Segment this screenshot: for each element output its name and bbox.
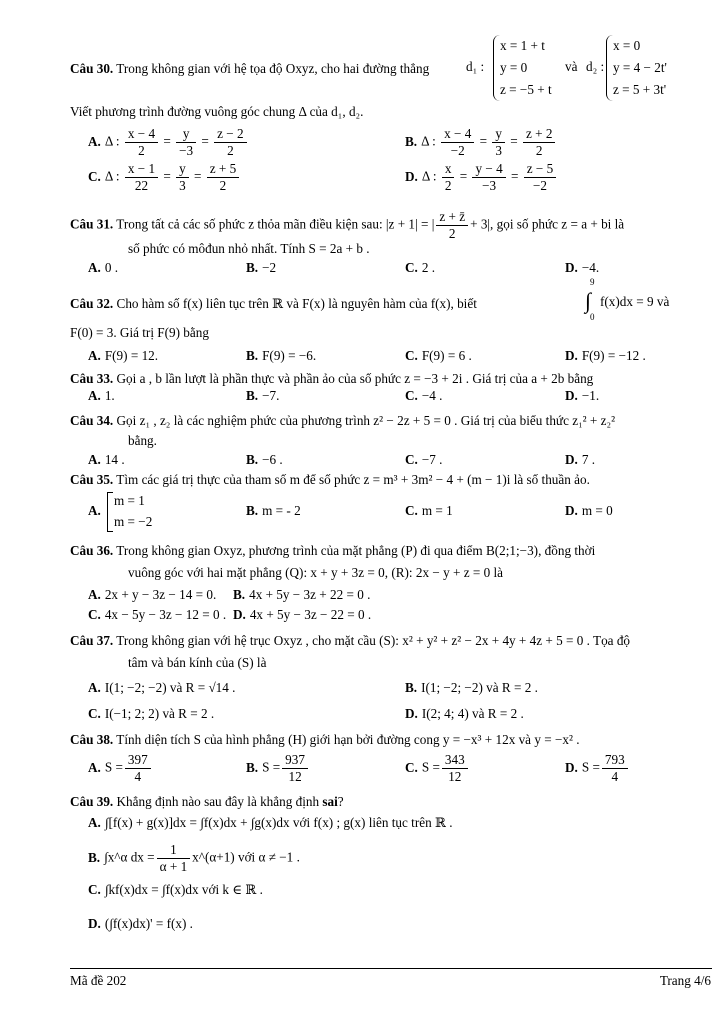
option-key: C. — [88, 168, 101, 184]
question-label: Câu 33. — [70, 371, 114, 386]
question-label: Câu 30. — [70, 61, 114, 76]
question-37-line2: tâm và bán kính của (S) là — [128, 655, 267, 670]
option-d[interactable] — [565, 752, 630, 785]
question-label: Câu 36. — [70, 543, 114, 558]
option-a[interactable] — [88, 501, 105, 520]
option-d[interactable] — [565, 258, 599, 277]
option-d[interactable] — [233, 605, 371, 624]
option-key: B. — [246, 759, 259, 775]
frac-den: 2 — [219, 178, 227, 193]
option-prefix: S = — [104, 759, 123, 775]
option-value: (∫f(x)dx)' = f(x) . — [104, 916, 193, 931]
option-key: C. — [88, 882, 101, 897]
frac-den: 12 — [288, 769, 302, 784]
frac-num: 1 — [157, 842, 191, 859]
option-value: −1. — [581, 388, 600, 403]
footer-divider — [70, 968, 712, 969]
option-prefix: Δ : — [421, 168, 437, 184]
exam-code: Mã đề 202 — [70, 973, 127, 988]
question-label: Câu 31. — [70, 216, 114, 232]
option-key: A. — [88, 680, 101, 695]
frac-num: z − 5 — [524, 161, 556, 178]
question-36-line2: vuông góc với hai mặt phẳng (Q): x + y + 3z = 0, (R): 2x − y + z = 0 là — [128, 565, 503, 580]
option-suffix: x^(α+1) với α ≠ −1 . — [192, 849, 300, 865]
question-text: Trong không gian với hệ trục Oxyz , cho mặt cầu (S): x² + y² + z² − 2x + 4y + 4z + 5 = 0 . Tọa độ — [116, 633, 631, 648]
option-key: C. — [88, 607, 101, 622]
option-key: A. — [88, 815, 101, 830]
option-b[interactable] — [246, 752, 310, 785]
question-33-stem — [70, 369, 710, 388]
frac-num: z + 2 — [523, 126, 555, 143]
option-value: I(−1; 2; 2) và R = 2 . — [104, 706, 215, 721]
question-text: ? — [337, 794, 344, 809]
option-value: 7 . — [581, 452, 596, 467]
d1-row: y = 0 — [500, 60, 528, 75]
option-c[interactable] — [88, 605, 226, 624]
question-38-stem — [70, 730, 710, 749]
d2-name: d₂ : — [586, 59, 605, 74]
frac-den: −2 — [450, 143, 465, 158]
frac-num: 793 — [602, 752, 628, 769]
option-key: D. — [565, 503, 578, 518]
option-d[interactable] — [565, 346, 646, 365]
d2-row: x = 0 — [613, 38, 641, 53]
option-key: D. — [405, 168, 418, 184]
option-b[interactable] — [246, 501, 301, 520]
frac-num: y — [176, 161, 189, 178]
option-value: −7. — [262, 388, 280, 403]
fraction — [125, 161, 158, 194]
integral-lower: 0 — [590, 312, 595, 322]
question-30-line2: Viết phương trình đường vuông góc chung Δ của d₁, d₂. — [70, 104, 364, 119]
option-prefix: ∫x^α dx = — [104, 849, 155, 865]
frac-den: 2 — [448, 226, 456, 241]
option-key: A. — [88, 452, 101, 467]
option-value: 1. — [104, 388, 115, 403]
fraction — [602, 752, 628, 785]
option-key: A. — [88, 503, 101, 518]
option-key: C. — [405, 452, 418, 467]
frac-num: x − 4 — [441, 126, 474, 143]
fraction — [472, 161, 505, 194]
question-text: Cho hàm số f(x) liên tục trên ℝ và F(x) là nguyên hàm của f(x), biết — [116, 296, 477, 311]
page-number: Trang 4/6 — [659, 973, 711, 988]
option-c[interactable]: C. Δ : $\frac{x - 1}{22}$ = $\frac{y}{3}$ = $\frac{z + 5}{2}$ — [88, 161, 241, 194]
option-value: I(2; 4; 4) và R = 2 . — [421, 706, 524, 721]
option-key: D. — [565, 348, 578, 363]
option-key: D. — [88, 916, 101, 931]
frac-num: 397 — [125, 752, 151, 769]
option-value: m = 1 — [421, 503, 453, 518]
option-key: C. — [88, 706, 101, 721]
question-text: + 3|, gọi số phức z = a + bi là — [470, 216, 625, 232]
fraction — [441, 126, 474, 159]
option-b[interactable] — [233, 585, 370, 604]
option-value: −2 — [262, 260, 277, 275]
question-text: Tính diện tích S của hình phẳng (H) giới hạn bởi đường cong y = −x³ + 12x và y = −x² . — [116, 732, 580, 747]
option-d[interactable] — [565, 450, 595, 469]
option-value: 14 . — [104, 452, 125, 467]
option-key: D. — [565, 260, 578, 275]
option-value: m = - 2 — [262, 503, 301, 518]
option-row: m = 1 — [114, 493, 145, 508]
option-d[interactable] — [405, 704, 524, 723]
option-key: B. — [246, 452, 259, 467]
option-a[interactable] — [88, 813, 453, 832]
frac-num: x − 4 — [125, 126, 158, 143]
option-b[interactable] — [246, 450, 283, 469]
frac-den: 3 — [495, 143, 502, 158]
option-a-rows — [114, 490, 152, 532]
bracket-icon — [107, 492, 113, 532]
option-b[interactable] — [405, 678, 538, 697]
frac-num: y — [176, 126, 196, 143]
question-37-stem — [70, 631, 710, 650]
question-32-line2: F(0) = 3. Giá trị F(9) bằng — [70, 325, 209, 340]
option-value: 4x − 5y − 3z − 12 = 0 . — [104, 607, 227, 622]
option-d[interactable] — [565, 501, 613, 520]
option-value: ∫kf(x)dx = ∫f(x)dx với k ∈ ℝ . — [104, 882, 263, 897]
option-c[interactable] — [405, 386, 442, 405]
option-a[interactable] — [88, 752, 153, 785]
frac-den: −2 — [532, 178, 547, 193]
integral-sign-icon: ∫ — [585, 288, 592, 313]
option-key: B. — [246, 503, 259, 518]
question-text: Tìm các giá trị thực của tham số m để số phức z = m³ + 3m² − 4 + (m − 1)i là số thuần ảo. — [116, 472, 590, 487]
frac-num: z + z̄ — [436, 209, 468, 226]
emphasis-text: sai — [322, 794, 338, 809]
option-key: C. — [405, 388, 418, 403]
option-key: A. — [88, 759, 101, 775]
option-value: 2x + y − 3z − 14 = 0. — [104, 587, 217, 602]
option-c[interactable] — [405, 258, 435, 277]
option-d[interactable] — [88, 914, 193, 933]
question-label: Câu 35. — [70, 472, 114, 487]
option-key: C. — [405, 260, 418, 275]
fraction — [157, 842, 191, 875]
and-word: và — [565, 59, 578, 74]
option-value: 0 . — [104, 260, 119, 275]
option-b[interactable] — [246, 346, 316, 365]
option-c[interactable] — [405, 346, 472, 365]
question-label: Câu 39. — [70, 794, 114, 809]
frac-num: x − 1 — [125, 161, 158, 178]
question-text: Trong tất cả các số phức z thỏa mãn điều kiện sau: |z + 1| = | — [116, 216, 435, 232]
option-c[interactable] — [88, 704, 214, 723]
option-key: D. — [565, 388, 578, 403]
option-key: D. — [405, 706, 418, 721]
question-label: Câu 32. — [70, 296, 114, 311]
option-a[interactable] — [88, 450, 125, 469]
question-36-stem — [70, 541, 710, 560]
option-c[interactable] — [405, 501, 453, 520]
option-value: 4x + 5y − 3z + 22 = 0 . — [249, 587, 371, 602]
frac-den: 12 — [448, 769, 462, 784]
option-b[interactable] — [246, 386, 279, 405]
option-key: A. — [88, 587, 101, 602]
frac-den: 4 — [611, 769, 619, 784]
option-row: m = −2 — [114, 514, 153, 529]
fraction — [436, 209, 468, 242]
option-key: B. — [405, 133, 418, 149]
frac-num: y − 4 — [472, 161, 505, 178]
option-key: D. — [233, 607, 246, 622]
question-label: Câu 34. — [70, 413, 114, 428]
fraction — [125, 126, 158, 159]
option-value: ∫[f(x) + g(x)]dx = ∫f(x)dx + ∫g(x)dx với f(x) ; g(x) liên tục trên ℝ . — [104, 815, 453, 830]
option-a[interactable]: A. Δ : $\frac{x - 4}{2}$ = $\frac{y}{-3}$ = $\frac{z - 2}{2}$ — [88, 126, 249, 159]
option-c[interactable] — [405, 450, 442, 469]
option-b[interactable]: B. Δ : $\frac{x - 4}{-2}$ = $\frac{y}{3}$ = $\frac{z + 2}{2}$ — [405, 126, 557, 159]
fraction — [442, 752, 468, 785]
option-prefix: S = — [262, 759, 281, 775]
option-value: −7 . — [421, 452, 443, 467]
option-key: B. — [405, 680, 418, 695]
option-key: B. — [88, 849, 101, 865]
question-label: Câu 38. — [70, 732, 114, 747]
frac-den: 22 — [134, 178, 149, 193]
option-key: D. — [565, 759, 578, 775]
option-a[interactable] — [88, 258, 118, 277]
frac-den: −3 — [179, 143, 194, 158]
fraction — [442, 161, 455, 194]
frac-den: −3 — [482, 178, 497, 193]
option-key: B. — [246, 388, 259, 403]
option-value: m = 0 — [581, 503, 613, 518]
option-value: I(1; −2; −2) và R = 2 . — [421, 680, 538, 695]
question-text: Trong không gian với hệ tọa độ Oxyz, cho hai đường thẳng — [116, 61, 430, 76]
option-value: 2 . — [421, 260, 436, 275]
option-key: B. — [246, 260, 259, 275]
fraction — [176, 126, 196, 159]
option-value: F(9) = 6 . — [421, 348, 472, 363]
option-c[interactable] — [88, 880, 263, 899]
d1-name: d₁ : — [466, 59, 485, 74]
option-value: 4x + 5y − 3z − 22 = 0 . — [249, 607, 372, 622]
option-value: F(9) = −12 . — [581, 348, 646, 363]
fraction — [125, 752, 151, 785]
frac-num: 343 — [442, 752, 468, 769]
option-value: F(9) = −6. — [262, 348, 317, 363]
question-39-stem — [70, 792, 710, 811]
fraction — [282, 752, 308, 785]
d1-row: x = 1 + t — [500, 38, 545, 53]
frac-den: 2 — [535, 143, 543, 158]
question-35-stem — [70, 470, 710, 489]
option-key: A. — [88, 348, 101, 363]
question-text: Khẳng định nào sau đây là khẳng định — [116, 794, 323, 809]
d2-row: z = 5 + 3t' — [613, 82, 667, 97]
d1-system — [493, 35, 552, 101]
fraction — [524, 161, 556, 194]
option-a[interactable] — [88, 346, 158, 365]
option-d[interactable]: D. Δ : $\frac{x}{2}$ = $\frac{y - 4}{-3}$ = $\frac{z - 5}{-2}$ — [405, 161, 558, 194]
question-31-stem — [70, 209, 710, 242]
option-a[interactable] — [88, 386, 115, 405]
frac-num: 937 — [282, 752, 308, 769]
option-prefix: Δ : — [421, 133, 436, 149]
frac-den: 4 — [134, 769, 142, 784]
integral-upper: 9 — [590, 277, 595, 287]
question-31-line2: số phức có môđun nhỏ nhất. Tính S = 2a + b . — [128, 241, 370, 256]
fraction — [492, 126, 505, 159]
fraction — [523, 126, 555, 159]
question-34-line2: bằng. — [128, 433, 157, 448]
frac-den: α + 1 — [159, 859, 188, 874]
option-key: B. — [246, 348, 259, 363]
frac-num: y — [492, 126, 505, 143]
option-key: C. — [405, 759, 418, 775]
option-key: A. — [88, 133, 101, 149]
question-text: Gọi a , b lần lượt là phần thực và phần ảo của số phức z = −3 + 2i . Giá trị của a + 2b bằng — [116, 371, 594, 386]
question-label: Câu 37. — [70, 633, 114, 648]
option-d[interactable] — [565, 386, 599, 405]
fraction — [176, 161, 189, 194]
frac-num: z + 5 — [207, 161, 239, 178]
option-a[interactable] — [88, 585, 216, 604]
frac-num: x — [442, 161, 455, 178]
frac-den: 2 — [227, 143, 234, 158]
question-text: Trong không gian Oxyz, phương trình của mặt phẳng (P) đi qua điểm B(2;1;−3), đồng thời — [116, 543, 596, 558]
d2-system — [606, 35, 667, 101]
option-key: A. — [88, 260, 101, 275]
option-value: −6 . — [262, 452, 283, 467]
option-value: −4 . — [421, 388, 443, 403]
fraction — [207, 161, 239, 194]
option-prefix: Δ : — [104, 133, 120, 149]
option-prefix: S = — [421, 759, 440, 775]
question-34-stem — [70, 411, 710, 430]
d2-row: y = 4 − 2t' — [613, 60, 667, 75]
frac-den: 2 — [138, 143, 145, 158]
option-key: C. — [405, 503, 418, 518]
option-value: I(1; −2; −2) và R = √14 . — [104, 680, 236, 695]
integral-body: f(x)dx = 9 và — [600, 294, 670, 309]
option-prefix: S = — [581, 759, 600, 775]
option-prefix: Δ : — [104, 168, 120, 184]
fraction — [214, 126, 246, 159]
option-key: D. — [565, 452, 578, 467]
option-b[interactable] — [88, 842, 300, 875]
option-c[interactable] — [405, 752, 470, 785]
frac-den: 2 — [444, 178, 452, 193]
option-key: C. — [405, 348, 418, 363]
frac-num: z − 2 — [214, 126, 246, 143]
option-key: B. — [233, 587, 246, 602]
option-value: −4. — [581, 260, 600, 275]
option-b[interactable] — [246, 258, 276, 277]
option-value: F(9) = 12. — [104, 348, 159, 363]
option-key: A. — [88, 388, 101, 403]
question-text: Gọi z₁ , z₂ là các nghiệm phức của phương trình z² − 2z + 5 = 0 . Giá trị của biểu thức z₁² + z₂² — [116, 413, 616, 428]
option-a[interactable] — [88, 678, 235, 697]
frac-den: 3 — [179, 178, 186, 193]
d1-row: z = −5 + t — [500, 82, 552, 97]
